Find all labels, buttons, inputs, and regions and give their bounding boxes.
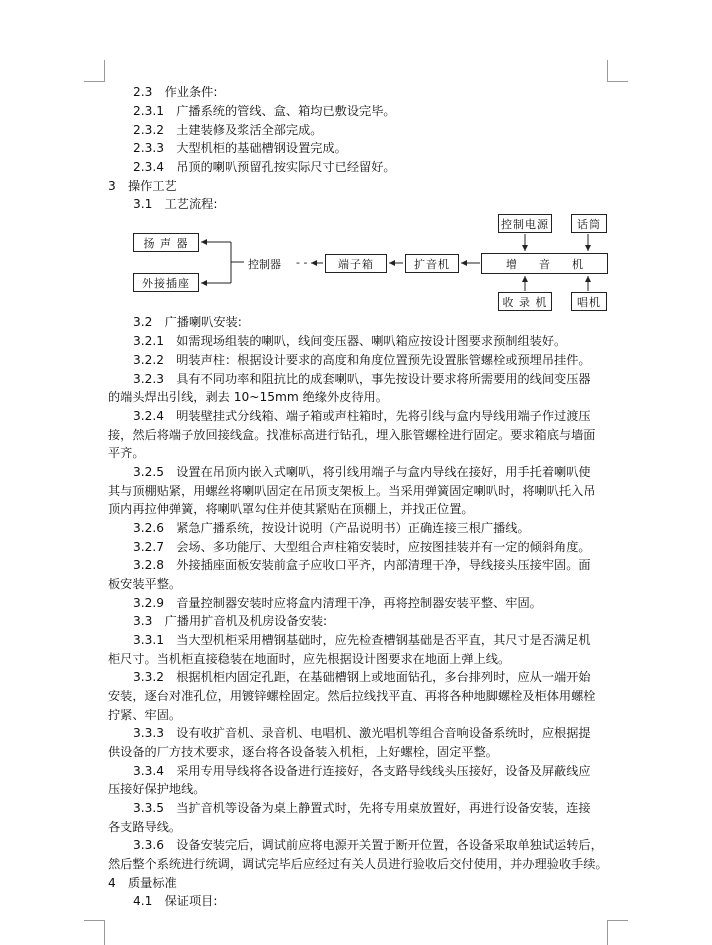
section-heading: 4.1 保证项目: xyxy=(133,894,218,908)
paragraph-line: 各支路导线。 xyxy=(108,820,182,834)
paragraph-line: 其与顶棚贴紧，用螺丝将喇叭固定在吊顶支架板上。当采用弹簧固定喇叭时，将喇叭托入吊 xyxy=(108,484,596,498)
paragraph-line: 3.2.2 明装声柱：根据设计要求的高度和角度位置预先设置胀管螺栓或预埋吊挂件。 xyxy=(133,353,591,367)
paragraph-line: 3.2.1 如需现场组装的喇叭，线间变压器、喇叭箱应按设计图要求预制组装好。 xyxy=(133,334,567,348)
crop-mark-bottom-left-h xyxy=(84,920,105,921)
paragraph-line: 2.3.4 吊顶的喇叭预留孔按实际尺寸已经留好。 xyxy=(133,160,396,174)
paragraph-line: 2.3.2 土建装修及浆活全部完成。 xyxy=(133,123,323,137)
paragraph-line: 接，然后将端子放回接线盒。找准标高进行钻孔，埋入胀管螺栓进行固定。要求箱底与墙面 xyxy=(108,428,596,442)
paragraph-line: 顶内再拉伸弹簧，将喇叭罩勾住并使其紧贴在顶棚上，并找正位置。 xyxy=(108,502,474,516)
section-heading: 2.3 作业条件: xyxy=(133,85,218,99)
amplifier-box: 扩音机 xyxy=(405,254,459,273)
paragraph-line: 3.3.5 当扩音机等设备为桌上静置式时，先将专用桌放置好，再进行设备安装，连接 xyxy=(133,801,591,815)
speaker-box: 扬 声 器 xyxy=(133,233,199,252)
crop-mark-top-right-v xyxy=(607,60,608,82)
paragraph-line: 然后整个系统进行统调，调试完毕后应经过有关人员进行验收后交付使用，并办理验收手续。 xyxy=(108,857,608,871)
paragraph-line: 的端头焊出引线，剥去 10~15mm 绝缘外皮待用。 xyxy=(108,390,388,404)
section-heading: 3.1 工艺流程: xyxy=(133,197,218,211)
paragraph-line: 平齐。 xyxy=(108,446,145,460)
paragraph-line: 3.2.8 外接插座面板安装前盒子应收口平齐，内部清理干净，导线接头压接牢固。面 xyxy=(133,558,591,572)
dash-separator: - - xyxy=(296,256,308,269)
paragraph-line: 3.3.4 采用专用导线将各设备进行连接好，各支路导线线头压接好，设备及屏蔽线应 xyxy=(133,764,591,778)
crop-mark-top-left-h xyxy=(84,81,105,82)
controller-label: 控制器 xyxy=(248,258,281,271)
paragraph-line: 3.2.3 具有不同功率和阻抗比的成套喇叭，事先按设计要求将所需要用的线间变压器 xyxy=(133,372,591,386)
mixer-box: 增音机 xyxy=(481,253,608,274)
paragraph-line: 3.2.7 会场、多功能厅、大型组合声柱箱安装时，应按图挂装并有一定的倾斜角度。 xyxy=(133,540,591,554)
paragraph-line: 压接好保护地线。 xyxy=(108,782,206,796)
microphone-box: 话筒 xyxy=(571,214,607,233)
paragraph-line: 3.3.3 设有收扩音机、录音机、电唱机、激光唱机等组合音响设备系统时，应根据提 xyxy=(133,726,591,740)
paragraph-line: 3.2.5 设置在吊顶内嵌入式喇叭，将引线用端子与盒内导线在接好，用手托着喇叭使 xyxy=(133,465,591,479)
terminal-box: 端子箱 xyxy=(325,254,387,273)
paragraph-line: 2.3.1 广播系统的管线、盒、箱均已敷设完毕。 xyxy=(133,104,396,118)
paragraph-line: 3.2.9 音量控制器安装时应将盒内清理干净，再将控制器安装平整、牢固。 xyxy=(133,596,542,610)
section-heading: 3.3 广播用扩音机及机房设备安装: xyxy=(133,614,328,628)
section-heading: 3.2 广播喇叭安装: xyxy=(133,315,242,329)
paragraph-line: 安装，逐台对准孔位，用镀锌螺栓固定。然后拉线找平直、再将各种地脚螺栓及柜体用螺栓 xyxy=(108,689,596,703)
paragraph-line: 板安装平整。 xyxy=(108,577,182,591)
socket-box: 外接插座 xyxy=(133,273,199,292)
receiver-box: 收 录 机 xyxy=(498,292,552,311)
paragraph-line: 3.2.4 明装壁挂式分线箱、端子箱或声柱箱时，先将引线与盒内导线用端子作过渡压 xyxy=(133,409,591,423)
paragraph-line: 柜尺寸。当机柜直接稳装在地面时，应先根据设计图要求在地面上弹上线。 xyxy=(108,652,511,666)
paragraph-line: 3.2.6 紧急广播系统，按设计说明（产品说明书）正确连接三根广播线。 xyxy=(133,521,530,535)
phonograph-box: 唱机 xyxy=(571,292,607,311)
crop-mark-bottom-left-v xyxy=(104,920,105,945)
paragraph-line: 3.3.1 当大型机柜采用槽钢基础时，应先检查槽钢基础是否平直，其尺寸是否满足机 xyxy=(133,633,591,647)
paragraph-line: 3.3.6 设备安装完后，调试前应将电源开关置于断开位置，各设备采取单独试运转后， xyxy=(133,838,603,852)
crop-mark-bottom-right-h xyxy=(607,920,628,921)
crop-mark-top-right-h xyxy=(607,81,628,82)
paragraph-line: 供设备的厂方技术要求，逐台将各设备装入机柜，上好螺栓，固定平整。 xyxy=(108,745,498,759)
crop-mark-bottom-right-v xyxy=(607,920,608,945)
power-control-box: 控制电源 xyxy=(498,214,552,233)
section-heading: 4 质量标准 xyxy=(108,876,177,890)
crop-mark-top-left-v xyxy=(104,60,105,82)
paragraph-line: 3.3.2 根据机柜内固定孔距，在基础槽钢上或地面钻孔，多台排列时，应从一端开始 xyxy=(133,670,591,684)
section-heading: 3 操作工艺 xyxy=(108,179,177,193)
paragraph-line: 2.3.3 大型机柜的基础槽钢设置完成。 xyxy=(133,141,347,155)
paragraph-line: 拧紧、牢固。 xyxy=(108,708,182,722)
